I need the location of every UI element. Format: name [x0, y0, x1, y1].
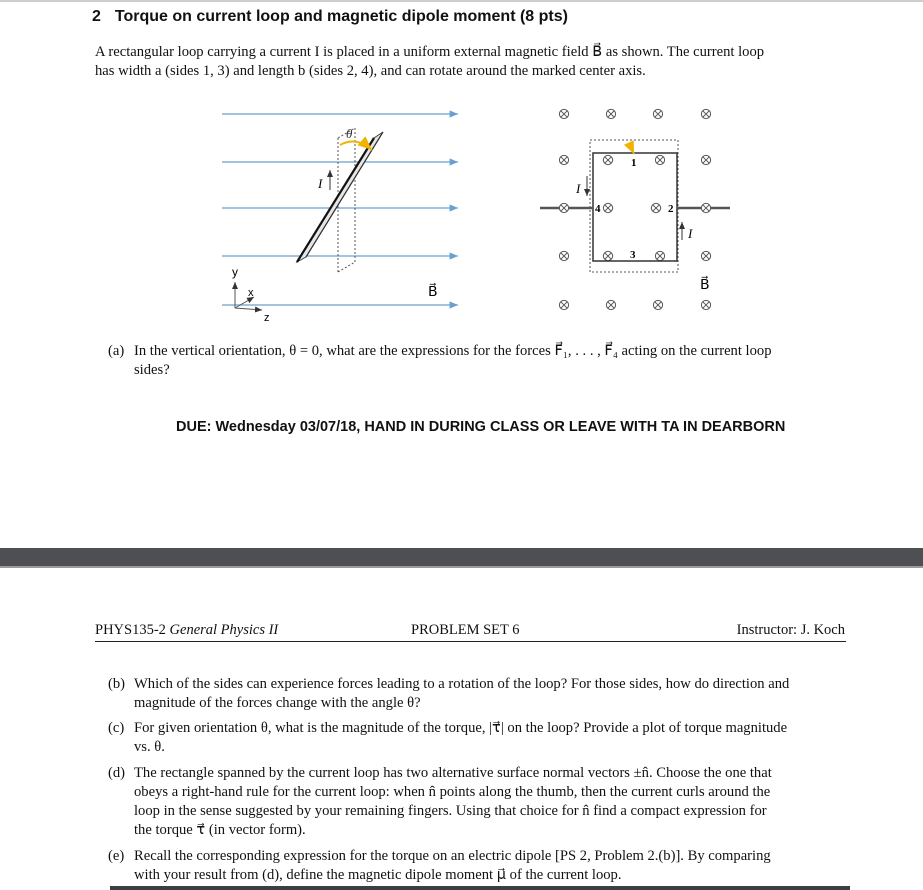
current-label-side-4: I: [576, 181, 581, 196]
page-break-shadow: [0, 566, 923, 568]
question-e-line-1: Recall the corresponding expression for the torque on an electric dipole [PS 2, Problem 2.(b)]. By comparing: [134, 848, 771, 864]
question-a: [108, 342, 848, 380]
question-d-line-2: obeys a right-hand rule for the current loop: when n̂ points along the thumb, then the current curls around the: [134, 784, 771, 800]
question-d: [108, 764, 848, 840]
field-lines: [222, 114, 458, 305]
bottom-edge-bar: [110, 886, 850, 890]
field-label-right: B⃗: [700, 276, 710, 292]
question-c-line-2: vs. θ.: [134, 739, 165, 755]
instructor-label: Instructor: J. Koch: [736, 622, 845, 638]
side-4-label: 4: [595, 203, 601, 215]
question-d-line-3: loop in the sense suggested by your remaining fingers. Using that choice for n̂ find a compact expression for: [134, 803, 767, 819]
course-name: General Physics II: [169, 622, 279, 638]
side-3-label: 3: [630, 249, 636, 261]
question-d-label: (d): [108, 765, 126, 781]
problem-heading: [92, 8, 568, 26]
question-c-line-1: For given orientation θ, what is the magnitude of the torque, |τ⃗| on the loop? Provide a plot of torque magnitude: [134, 720, 788, 736]
question-d-line-4: the torque τ⃗ (in vector form).: [134, 822, 306, 838]
current-label-side-2: I: [688, 226, 693, 241]
intro-paragraph: [95, 43, 855, 81]
coordinate-axes: [232, 265, 270, 324]
loop-figure: [0, 95, 923, 335]
question-a-line-2: sides?: [134, 362, 170, 378]
question-e-label: (e): [108, 848, 125, 864]
axis-y-label: y: [232, 265, 238, 279]
question-b-line-2: magnitude of the forces change with the angle θ?: [134, 695, 421, 711]
question-d-line-1: The rectangle spanned by the current loop has two alternative surface normal vectors ±n̂. Choose the one that: [134, 765, 772, 781]
top-rule: [0, 0, 923, 2]
problem-set-label: PROBLEM SET 6: [411, 622, 520, 638]
axis-x-label: x: [248, 287, 254, 299]
question-e-line-2: with your result from (d), define the magnetic dipole moment μ⃗ of the current loop.: [134, 867, 622, 883]
axis-z-label: z: [264, 312, 270, 324]
course-label: [95, 622, 278, 639]
page-break-bar: [0, 548, 923, 566]
question-b: [108, 675, 848, 713]
intro-line-1: A rectangular loop carrying a current I is placed in a uniform external magnetic field B⃗ as shown. The current loop: [95, 44, 765, 60]
intro-line-2: has width a (sides 1, 3) and length b (sides 2, 4), and can rotate around the marked center axis.: [95, 63, 646, 79]
theta-label: θ: [346, 126, 353, 141]
question-b-label: (b): [108, 676, 126, 692]
question-b-line-1: Which of the sides can experience forces leading to a rotation of the loop? For those sides, how do direction and: [134, 676, 790, 692]
question-a-label: (a): [108, 343, 125, 359]
field-into-page-symbols: [559, 109, 710, 309]
current-label-left: I: [318, 176, 323, 191]
problem-title: Torque on current loop and magnetic dipole moment (8 pts): [114, 8, 568, 25]
current-loop-side-view: [297, 132, 383, 262]
header-rule: [95, 641, 846, 642]
problem-number: 2: [92, 8, 101, 25]
course-code: PHYS135-2: [95, 622, 166, 638]
question-c-label: (c): [108, 720, 125, 736]
question-a-line-1: In the vertical orientation, θ = 0, what are the expressions for the forces F⃗₁, . . . , F⃗₄ acting on the current loop: [134, 343, 772, 359]
side-2-label: 2: [668, 203, 674, 215]
question-e: [108, 847, 848, 885]
field-label-left: B⃗: [428, 283, 438, 299]
question-c: [108, 719, 848, 757]
due-notice: DUE: Wednesday 03/07/18, HAND IN DURING CLASS OR LEAVE WITH TA IN DEARBORN: [176, 419, 786, 435]
side-1-label: 1: [631, 157, 637, 169]
